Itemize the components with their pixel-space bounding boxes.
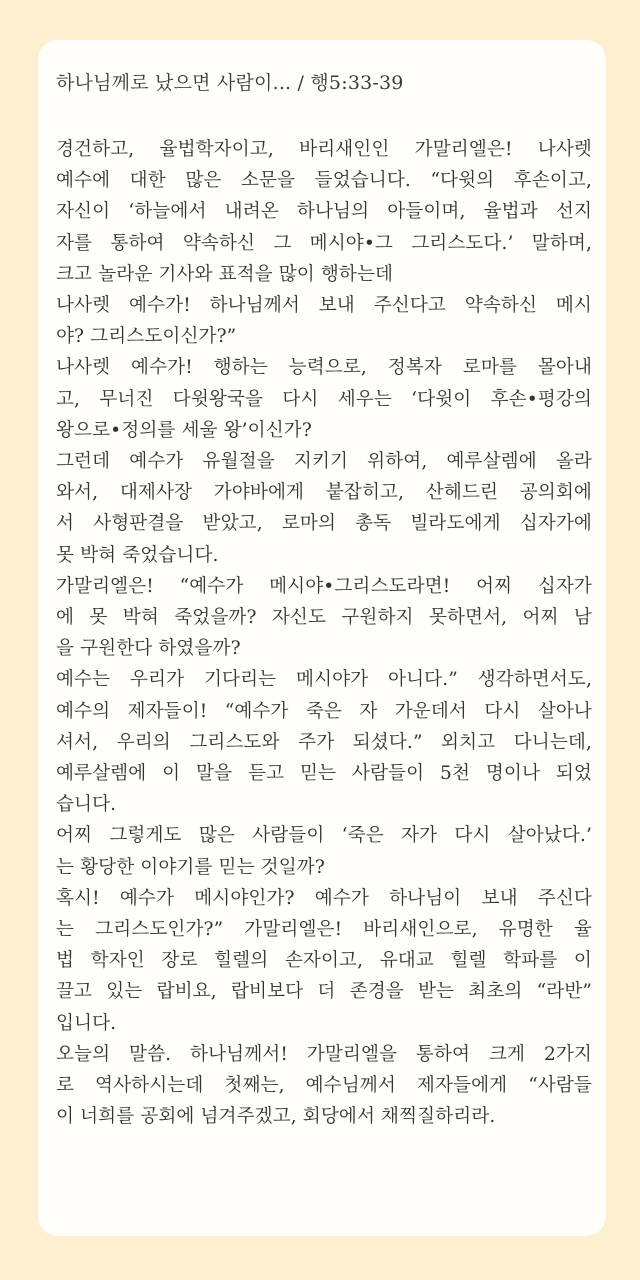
body-line: 이 너희를 공회에 넘겨주겠고, 회당에서 채찍질하리라. <box>56 1106 496 1128</box>
body-line: 로 역사하시는데 첫째는, 예수님께서 제자들에게 “사람들 <box>56 1075 592 1097</box>
body-line: 혹시! 예수가 메시야인가? 예수가 하나님이 보내 주신다 <box>56 887 592 909</box>
body-line: 는 그리스도인가?” 가말리엘은! 바리새인으로, 유명한 율 <box>56 919 592 941</box>
body-line: 셔서, 우리의 그리스도와 주가 되셨다.” 외치고 다니는데, <box>56 731 592 753</box>
body-line: 습니다. <box>56 794 117 816</box>
body-line: 오늘의 말씀. 하나님께서! 가말리엘을 통하여 크게 2가지 <box>56 1043 592 1065</box>
body-line: 경건하고, 율법학자이고, 바리새인인 가말리엘은! 나사렛 <box>56 139 592 160</box>
body-line: 는 황당한 이야기를 믿는 것일까? <box>56 856 325 878</box>
body-line: 입니다. <box>56 1012 117 1034</box>
body-line: 에 못 박혀 죽었을까? 자신도 구원하지 못하면서, 어찌 남 <box>56 607 592 629</box>
body-line: 야? 그리스도이신가?” <box>56 326 237 348</box>
body-line: 예수는 우리가 기다리는 메시야가 아니다.” 생각하면서도, <box>56 669 592 691</box>
body-line: 어찌 그렇게도 많은 사람들이 ‘죽은 자가 다시 살아났다.’ <box>56 825 592 847</box>
body-line: 예수의 제자들이! “예수가 죽은 자 가운데서 다시 살아나 <box>56 700 592 722</box>
body-line: 크고 놀라운 기사와 표적을 많이 행하는데 <box>56 263 394 285</box>
body-line: 자신이 ‘하늘에서 내려온 하나님의 아들이며, 율법과 선지 <box>56 201 592 223</box>
body-line: 와서, 대제사장 가야바에게 붙잡히고, 산헤드린 공의회에 <box>56 482 592 504</box>
body-line: 끌고 있는 랍비요, 랍비보다 더 존경을 받는 최초의 “라반” <box>56 981 592 1003</box>
body-line: 을 구원한다 하였을까? <box>56 638 241 660</box>
body-line: 법 학자인 장로 힐렐의 손자이고, 유대교 힐렐 학파를 이 <box>56 950 592 972</box>
body-line: 그런데 예수가 유월절을 지키기 위하여, 예루살렘에 올라 <box>56 451 592 473</box>
body-line: 못 박혀 죽었습니다. <box>56 544 219 566</box>
body-line: 왕으로•정의를 세울 왕’이신가? <box>56 419 312 441</box>
post-body <box>56 134 592 1133</box>
post-title: 하나님께로 났으면 사람이... / 행5:33-39 <box>56 72 404 94</box>
body-line: 예루살렘에 이 말을 듣고 믿는 사람들이 5천 명이나 되었 <box>56 763 592 785</box>
body-line: 나사렛 예수가! 하나님께서 보내 주신다고 약속하신 메시 <box>56 295 592 317</box>
body-line: 가말리엘은! “예수가 메시야•그리스도라면! 어찌 십자가 <box>56 575 592 597</box>
body-line: 서 사형판결을 받았고, 로마의 총독 빌라도에게 십자가에 <box>56 513 592 535</box>
body-line: 나사렛 예수가! 행하는 능력으로, 정복자 로마를 몰아내 <box>56 357 592 379</box>
body-line: 고, 무너진 다윗왕국을 다시 세우는 ‘다윗이 후손•평강의 <box>56 388 592 410</box>
body-line: 자를 통하여 약속하신 그 메시야•그 그리스도다.’ 말하며, <box>56 232 592 254</box>
post-card <box>38 40 606 1236</box>
body-line: 예수에 대한 많은 소문을 들었습니다. “다윗의 후손이고, <box>56 170 592 192</box>
